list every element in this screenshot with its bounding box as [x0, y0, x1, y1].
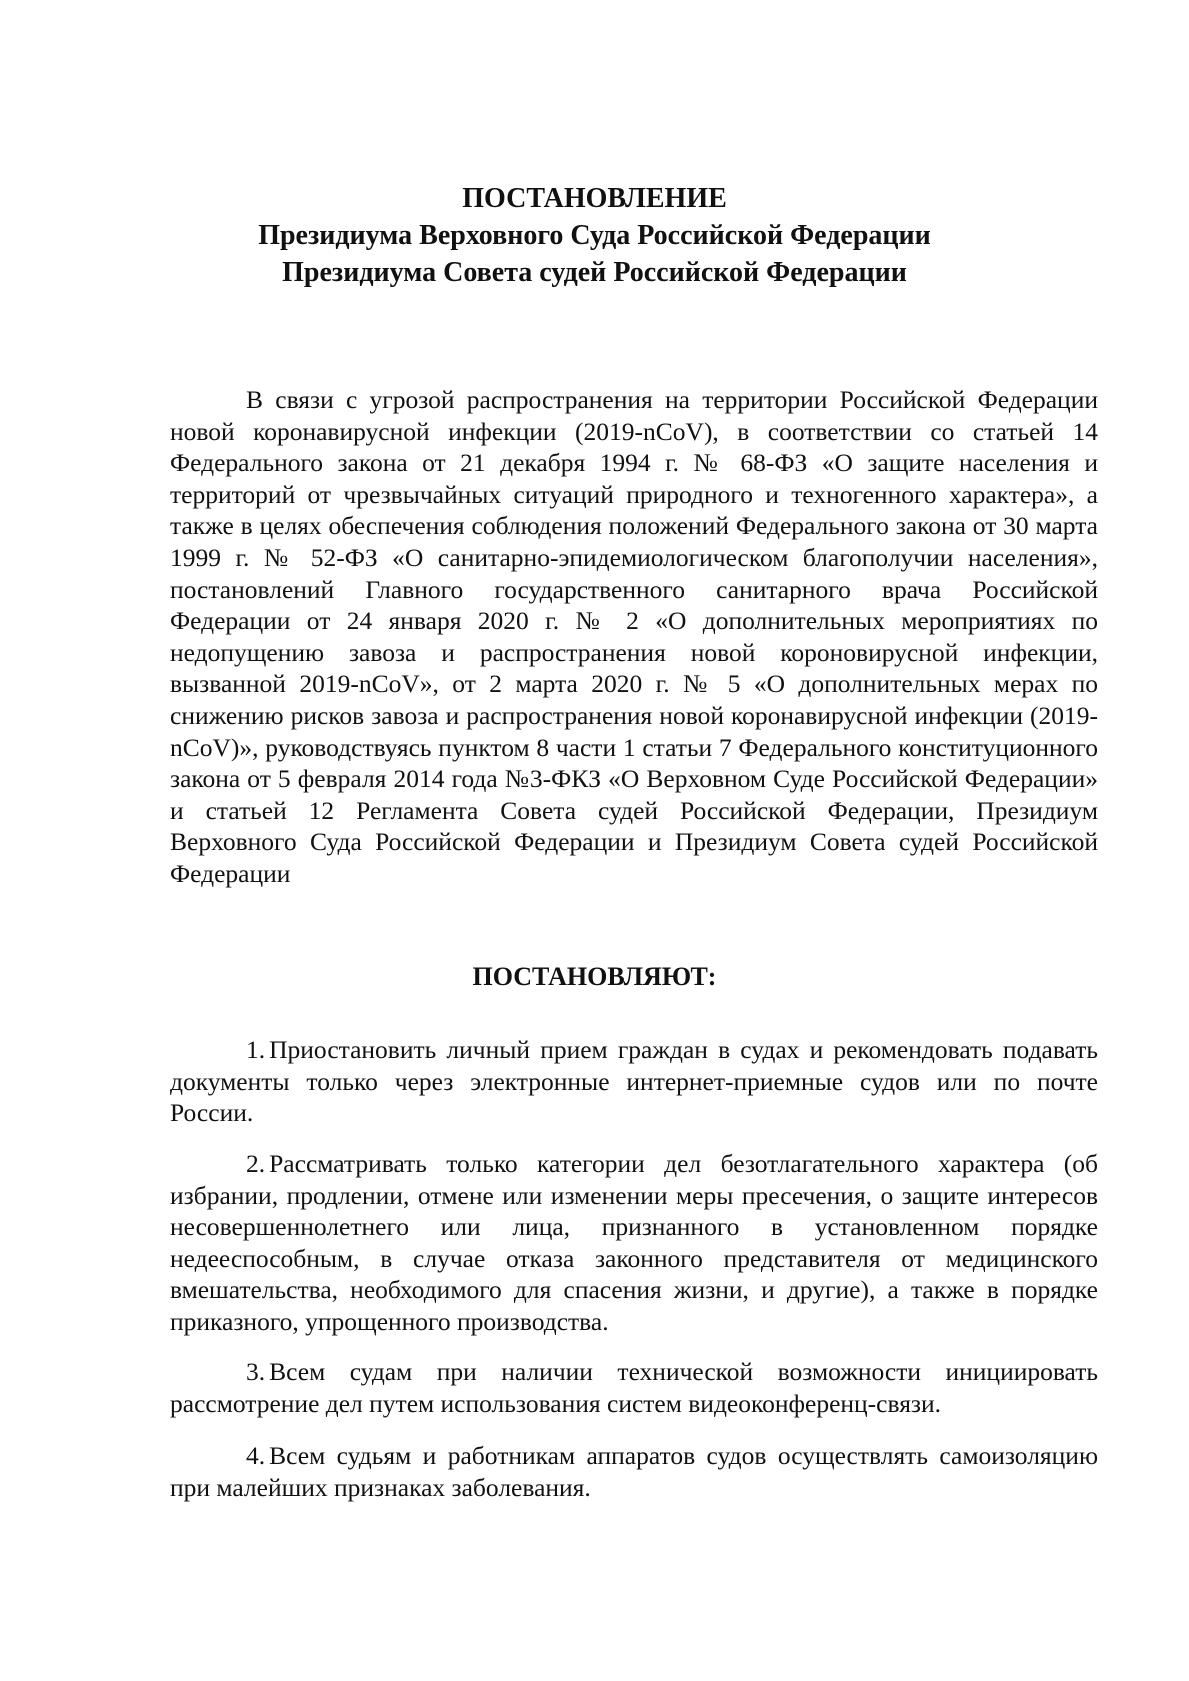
document-title: ПОСТАНОВЛЕНИЕ — [462, 183, 727, 214]
item-text: Приостановить личный прием граждан в судах и рекомендовать подавать документы только через электронные интернет-приемные судов или по почте России. — [170, 1035, 1098, 1128]
item-number: 4. — [246, 1441, 266, 1470]
issuing-body-council-of-judges: Президиума Совета судей Российской Федерации — [282, 257, 907, 288]
issuing-body-supreme-court: Президиума Верховного Суда Российской Федерации — [258, 220, 931, 251]
resolution-item-1 — [170, 1034, 1098, 1129]
resolution-item-2 — [170, 1148, 1098, 1338]
item-text: Всем судам при наличии технической возможности инициировать рассмотрение дел путем использования систем видеоконференц-связи. — [170, 1357, 1098, 1418]
resolution-item-3 — [170, 1356, 1098, 1419]
item-text: Всем судьям и работникам аппаратов судов осуществлять самоизоляцию при малейших признаках заболевания. — [170, 1441, 1098, 1502]
decides-heading: ПОСТАНОВЛЯЮТ: — [472, 962, 717, 991]
item-text: Рассматривать только категории дел безотлагательного характера (об избрании, продлении, отмене или изменении меры пресечения, о защите интересов несовершеннолетнего или лица, признанного в установленном порядке недееспособным, в случае отказа законного представителя от медицинского вмешательства, необходимого для спасения жизни, и другие), а также в порядке приказного, упрощенного производства. — [170, 1149, 1098, 1336]
item-number: 2. — [246, 1149, 266, 1178]
document-heading — [0, 180, 1189, 291]
item-number: 1. — [246, 1035, 266, 1064]
preamble-paragraph: В связи с угрозой распространения на территории Российской Федерации новой коронавирусной инфекции (2019-nCoV), в соответствии со статьей 14 Федерального закона от 21 декабря 1994 г. № 68-ФЗ «О защите населения и территорий от чрезвычайных ситуаций природного и техногенного характера», а также в целях обеспечения соблюдения положений Федерального закона от 30 марта 1999 г. № 52-ФЗ «О санитарно-эпидемиологическом благополучии населения», постановлений Главного государственного санитарного врача Российской Федерации от 24 января 2020 г. № 2 «О дополнительных мероприятиях по недопущению завоза и распространения новой короновирусной инфекции, вызванной 2019-nCoV», от 2 марта 2020 г. № 5 «О дополнительных мерах по снижению рисков завоза и распространения новой коронавирусной инфекции (2019-nCoV)», руководствуясь пунктом 8 части 1 статьи 7 Федерального конституционного закона от 5 февраля 2014 года №3-ФКЗ «О Верховном Суде Российской Федерации» и статьей 12 Регламента Совета судей Российской Федерации, Президиум Верховного Суда Российской Федерации и Президиум Совета судей Российской Федерации — [170, 385, 1098, 888]
resolution-item-4 — [170, 1440, 1098, 1503]
item-number: 3. — [246, 1357, 266, 1386]
